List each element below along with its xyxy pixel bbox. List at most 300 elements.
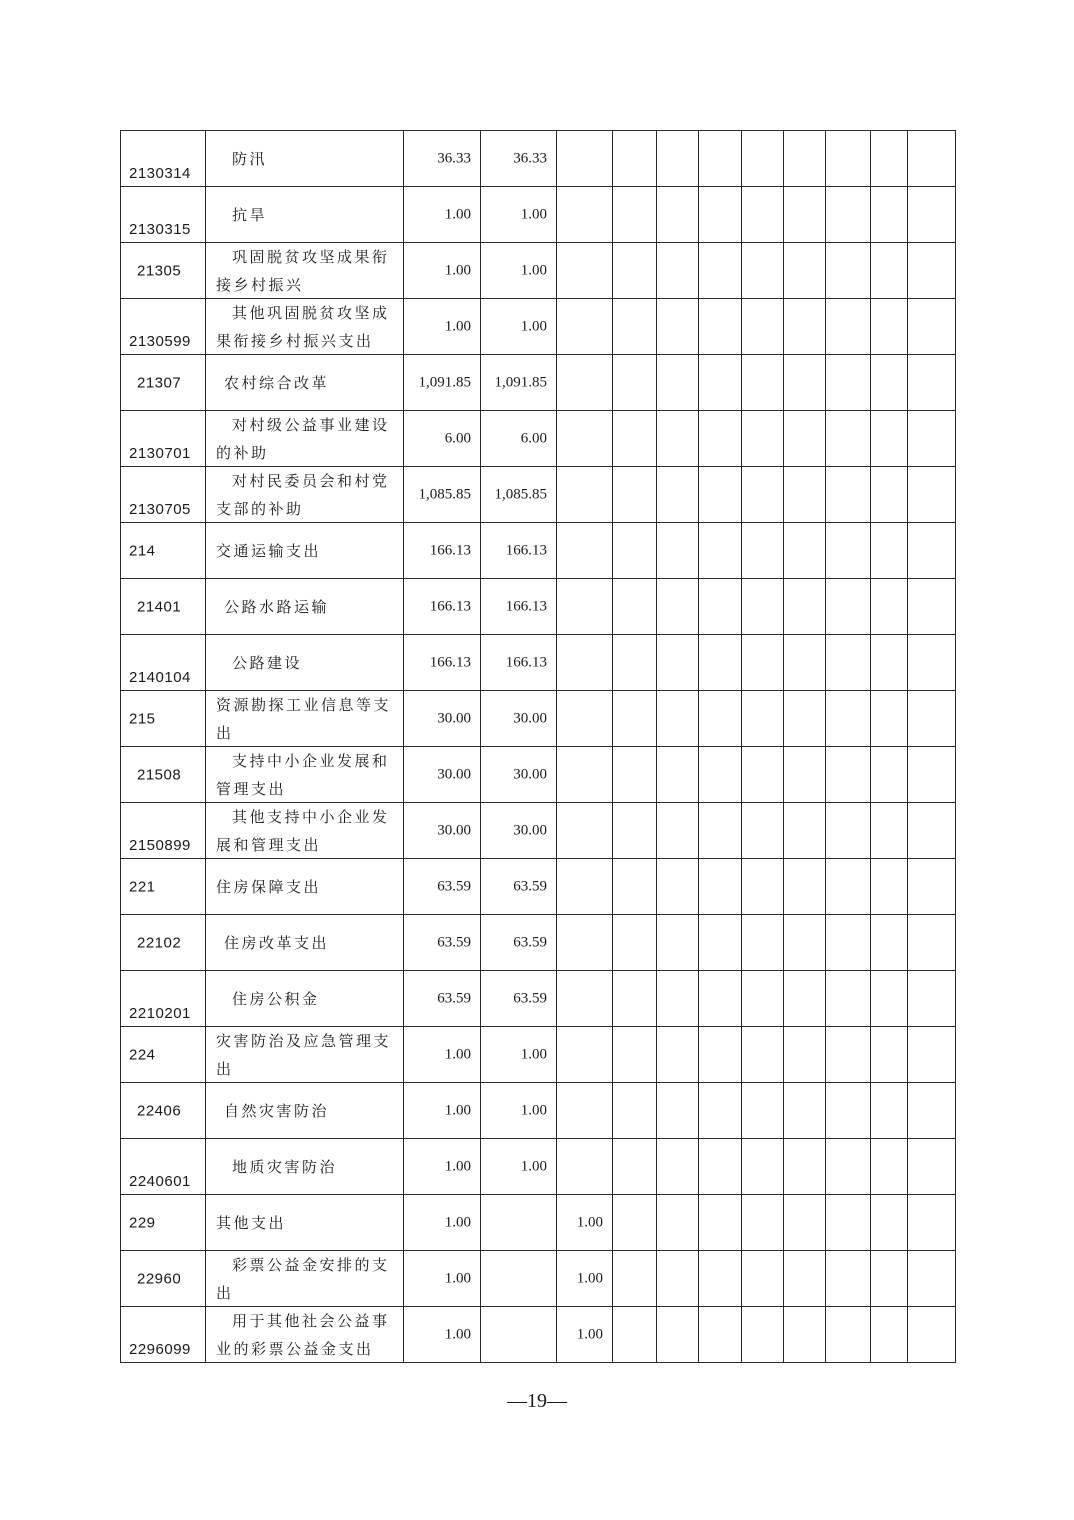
empty-cell — [657, 1195, 699, 1251]
subject-code-cell — [121, 691, 206, 747]
total-amount-cell — [404, 579, 481, 635]
subject-code: 215 — [129, 710, 156, 727]
empty-cell — [699, 1195, 742, 1251]
empty-cell — [699, 243, 742, 299]
empty-cell — [613, 635, 657, 691]
basic-amount: 63.59 — [513, 990, 547, 1006]
total-amount-cell — [404, 299, 481, 355]
empty-cell — [784, 859, 826, 915]
subject-code-cell — [121, 1307, 206, 1363]
subject-name: 抗旱 — [232, 205, 268, 224]
empty-cell — [742, 187, 784, 243]
basic-amount: 1.00 — [520, 206, 547, 222]
subject-code: 2130315 — [129, 221, 191, 238]
empty-cell — [699, 1307, 742, 1363]
subject-code: 21305 — [137, 262, 182, 279]
subject-name-cell — [206, 1139, 404, 1195]
basic-amount-cell — [481, 635, 557, 691]
empty-cell — [908, 747, 956, 803]
table-row — [121, 1027, 956, 1083]
subject-code-cell — [121, 747, 206, 803]
total-amount-cell — [404, 187, 481, 243]
empty-cell — [613, 411, 657, 467]
subject-name: 农村综合改革 — [224, 373, 330, 392]
subject-code-cell — [121, 1139, 206, 1195]
empty-cell — [657, 635, 699, 691]
subject-code-cell — [121, 243, 206, 299]
empty-cell — [784, 243, 826, 299]
basic-amount-cell — [481, 1195, 557, 1251]
project-amount: 1.00 — [576, 1326, 603, 1342]
subject-code-cell — [121, 1251, 206, 1307]
empty-cell — [657, 355, 699, 411]
empty-cell — [871, 1251, 908, 1307]
empty-cell — [784, 1195, 826, 1251]
subject-name: 防汛 — [232, 149, 268, 168]
subject-code-cell — [121, 187, 206, 243]
project-amount-cell — [557, 1027, 613, 1083]
subject-name: 住房公积金 — [232, 989, 320, 1008]
subject-name-cell — [206, 1195, 404, 1251]
table-row — [121, 859, 956, 915]
total-amount: 1.00 — [444, 1046, 471, 1062]
project-amount-cell — [557, 803, 613, 859]
table-row — [121, 691, 956, 747]
empty-cell — [908, 915, 956, 971]
table-row — [121, 131, 956, 187]
empty-cell — [871, 131, 908, 187]
subject-name-cell — [206, 523, 404, 579]
empty-cell — [826, 467, 871, 523]
subject-code: 2130705 — [129, 501, 191, 518]
project-amount-cell — [557, 243, 613, 299]
empty-cell — [871, 187, 908, 243]
empty-cell — [871, 803, 908, 859]
total-amount-cell — [404, 467, 481, 523]
subject-name: 公路水路运输 — [224, 597, 330, 616]
empty-cell — [657, 1307, 699, 1363]
subject-name: 资源勘探工业信息等支出 — [216, 695, 392, 742]
basic-amount-cell — [481, 971, 557, 1027]
table-row — [121, 579, 956, 635]
subject-name-cell — [206, 579, 404, 635]
total-amount: 1.00 — [444, 1214, 471, 1230]
basic-amount-cell — [481, 1139, 557, 1195]
basic-amount: 1.00 — [520, 318, 547, 334]
project-amount-cell — [557, 131, 613, 187]
empty-cell — [657, 467, 699, 523]
basic-amount-cell — [481, 355, 557, 411]
empty-cell — [784, 915, 826, 971]
empty-cell — [826, 187, 871, 243]
empty-cell — [742, 1195, 784, 1251]
subject-code: 21508 — [137, 766, 182, 783]
project-amount-cell — [557, 1195, 613, 1251]
empty-cell — [871, 299, 908, 355]
total-amount-cell — [404, 635, 481, 691]
project-amount-cell — [557, 971, 613, 1027]
subject-name-cell — [206, 803, 404, 859]
empty-cell — [613, 1139, 657, 1195]
project-amount-cell — [557, 467, 613, 523]
total-amount: 63.59 — [437, 878, 471, 894]
table-row — [121, 523, 956, 579]
empty-cell — [613, 579, 657, 635]
basic-amount-cell — [481, 523, 557, 579]
empty-cell — [871, 635, 908, 691]
project-amount: 1.00 — [576, 1270, 603, 1286]
table-row — [121, 635, 956, 691]
empty-cell — [871, 915, 908, 971]
basic-amount: 1.00 — [520, 1158, 547, 1174]
subject-code: 2150899 — [129, 837, 191, 854]
subject-name-cell — [206, 747, 404, 803]
basic-amount: 6.00 — [520, 430, 547, 446]
empty-cell — [784, 299, 826, 355]
empty-cell — [657, 859, 699, 915]
subject-name-cell — [206, 915, 404, 971]
subject-code: 221 — [129, 878, 156, 895]
empty-cell — [699, 747, 742, 803]
basic-amount-cell — [481, 691, 557, 747]
empty-cell — [657, 971, 699, 1027]
empty-cell — [699, 523, 742, 579]
empty-cell — [613, 803, 657, 859]
empty-cell — [784, 747, 826, 803]
basic-amount-cell — [481, 187, 557, 243]
subject-code: 2210201 — [129, 1005, 191, 1022]
basic-amount: 1,085.85 — [494, 486, 547, 502]
empty-cell — [908, 523, 956, 579]
table-row — [121, 971, 956, 1027]
empty-cell — [657, 1139, 699, 1195]
empty-cell — [908, 691, 956, 747]
empty-cell — [871, 1195, 908, 1251]
empty-cell — [826, 1027, 871, 1083]
subject-code: 22960 — [137, 1270, 182, 1287]
subject-code-cell — [121, 915, 206, 971]
empty-cell — [871, 691, 908, 747]
empty-cell — [742, 747, 784, 803]
table-row — [121, 747, 956, 803]
subject-name: 对村级公益事业建设的补助 — [216, 415, 390, 462]
project-amount-cell — [557, 859, 613, 915]
basic-amount-cell — [481, 411, 557, 467]
total-amount: 36.33 — [437, 150, 471, 166]
project-amount-cell — [557, 523, 613, 579]
table-row — [121, 1139, 956, 1195]
subject-code: 22102 — [137, 934, 182, 951]
subject-code-cell — [121, 1083, 206, 1139]
subject-name-cell — [206, 691, 404, 747]
empty-cell — [699, 411, 742, 467]
subject-code-cell — [121, 1027, 206, 1083]
empty-cell — [908, 299, 956, 355]
empty-cell — [784, 411, 826, 467]
total-amount: 166.13 — [429, 654, 471, 670]
project-amount-cell — [557, 1251, 613, 1307]
empty-cell — [613, 971, 657, 1027]
subject-code: 21401 — [137, 598, 182, 615]
total-amount: 1.00 — [444, 1270, 471, 1286]
basic-amount: 166.13 — [505, 598, 547, 614]
empty-cell — [613, 915, 657, 971]
empty-cell — [908, 1251, 956, 1307]
subject-name-cell — [206, 1027, 404, 1083]
basic-amount-cell — [481, 803, 557, 859]
empty-cell — [613, 747, 657, 803]
total-amount-cell — [404, 691, 481, 747]
empty-cell — [784, 579, 826, 635]
empty-cell — [908, 635, 956, 691]
empty-cell — [699, 467, 742, 523]
basic-amount: 166.13 — [505, 654, 547, 670]
empty-cell — [826, 411, 871, 467]
empty-cell — [613, 523, 657, 579]
empty-cell — [657, 747, 699, 803]
empty-cell — [784, 1027, 826, 1083]
empty-cell — [826, 243, 871, 299]
empty-cell — [784, 1251, 826, 1307]
total-amount: 1.00 — [444, 262, 471, 278]
table-row — [121, 1195, 956, 1251]
total-amount-cell — [404, 243, 481, 299]
subject-code-cell — [121, 131, 206, 187]
project-amount-cell — [557, 187, 613, 243]
empty-cell — [613, 243, 657, 299]
empty-cell — [908, 1195, 956, 1251]
empty-cell — [657, 1027, 699, 1083]
table-row — [121, 243, 956, 299]
project-amount-cell — [557, 1139, 613, 1195]
subject-name-cell — [206, 411, 404, 467]
total-amount: 30.00 — [437, 710, 471, 726]
table-row — [121, 187, 956, 243]
table-row — [121, 411, 956, 467]
empty-cell — [826, 971, 871, 1027]
empty-cell — [908, 1139, 956, 1195]
empty-cell — [826, 747, 871, 803]
basic-amount-cell — [481, 131, 557, 187]
empty-cell — [908, 187, 956, 243]
empty-cell — [908, 579, 956, 635]
empty-cell — [871, 411, 908, 467]
subject-name-cell — [206, 635, 404, 691]
total-amount: 1.00 — [444, 1326, 471, 1342]
empty-cell — [871, 747, 908, 803]
subject-code-cell — [121, 635, 206, 691]
empty-cell — [657, 131, 699, 187]
total-amount: 63.59 — [437, 934, 471, 950]
empty-cell — [871, 579, 908, 635]
subject-code-cell — [121, 859, 206, 915]
subject-code-cell — [121, 299, 206, 355]
empty-cell — [657, 803, 699, 859]
empty-cell — [657, 1083, 699, 1139]
empty-cell — [613, 355, 657, 411]
budget-table — [120, 130, 956, 1363]
basic-amount: 1.00 — [520, 1046, 547, 1062]
empty-cell — [871, 467, 908, 523]
total-amount-cell — [404, 355, 481, 411]
empty-cell — [657, 243, 699, 299]
total-amount: 1.00 — [444, 206, 471, 222]
subject-code: 22406 — [137, 1102, 182, 1119]
empty-cell — [613, 859, 657, 915]
empty-cell — [742, 1027, 784, 1083]
empty-cell — [742, 1139, 784, 1195]
subject-code-cell — [121, 1195, 206, 1251]
empty-cell — [784, 355, 826, 411]
total-amount-cell — [404, 411, 481, 467]
total-amount: 166.13 — [429, 598, 471, 614]
total-amount: 1.00 — [444, 1102, 471, 1118]
empty-cell — [699, 915, 742, 971]
empty-cell — [742, 243, 784, 299]
subject-name: 用于其他社会公益事业的彩票公益金支出 — [216, 1311, 390, 1358]
empty-cell — [742, 1307, 784, 1363]
basic-amount-cell — [481, 467, 557, 523]
empty-cell — [784, 1139, 826, 1195]
empty-cell — [613, 131, 657, 187]
empty-cell — [613, 1027, 657, 1083]
empty-cell — [699, 187, 742, 243]
empty-cell — [908, 971, 956, 1027]
subject-code-cell — [121, 803, 206, 859]
subject-code-cell — [121, 411, 206, 467]
subject-name: 自然灾害防治 — [224, 1101, 330, 1120]
empty-cell — [699, 803, 742, 859]
empty-cell — [657, 915, 699, 971]
empty-cell — [657, 523, 699, 579]
subject-name: 对村民委员会和村党支部的补助 — [216, 471, 390, 518]
subject-name-cell — [206, 299, 404, 355]
subject-code-cell — [121, 523, 206, 579]
empty-cell — [613, 1251, 657, 1307]
empty-cell — [742, 299, 784, 355]
empty-cell — [699, 691, 742, 747]
empty-cell — [908, 1083, 956, 1139]
empty-cell — [613, 467, 657, 523]
subject-code: 2130701 — [129, 445, 191, 462]
table-row — [121, 1083, 956, 1139]
total-amount: 63.59 — [437, 990, 471, 1006]
total-amount-cell — [404, 1195, 481, 1251]
basic-amount-cell — [481, 859, 557, 915]
subject-code: 2130599 — [129, 333, 191, 350]
empty-cell — [613, 1307, 657, 1363]
empty-cell — [908, 803, 956, 859]
empty-cell — [826, 523, 871, 579]
empty-cell — [784, 971, 826, 1027]
total-amount: 1.00 — [444, 1158, 471, 1174]
empty-cell — [784, 635, 826, 691]
empty-cell — [613, 187, 657, 243]
empty-cell — [908, 411, 956, 467]
empty-cell — [613, 1195, 657, 1251]
subject-name: 住房改革支出 — [224, 933, 330, 952]
table-row — [121, 299, 956, 355]
empty-cell — [699, 1139, 742, 1195]
empty-cell — [699, 131, 742, 187]
basic-amount-cell — [481, 1083, 557, 1139]
empty-cell — [908, 243, 956, 299]
table-row — [121, 1251, 956, 1307]
empty-cell — [871, 1139, 908, 1195]
empty-cell — [826, 803, 871, 859]
project-amount-cell — [557, 635, 613, 691]
empty-cell — [826, 355, 871, 411]
basic-amount: 1,091.85 — [494, 374, 547, 390]
empty-cell — [908, 355, 956, 411]
subject-name-cell — [206, 859, 404, 915]
subject-code: 2240601 — [129, 1173, 191, 1190]
empty-cell — [742, 467, 784, 523]
empty-cell — [784, 803, 826, 859]
empty-cell — [699, 859, 742, 915]
project-amount-cell — [557, 355, 613, 411]
project-amount-cell — [557, 1083, 613, 1139]
empty-cell — [613, 299, 657, 355]
table-row — [121, 1307, 956, 1363]
empty-cell — [657, 1251, 699, 1307]
subject-name: 支持中小企业发展和管理支出 — [216, 751, 390, 798]
subject-name: 住房保障支出 — [216, 877, 322, 896]
empty-cell — [742, 803, 784, 859]
empty-cell — [657, 187, 699, 243]
empty-cell — [742, 859, 784, 915]
subject-code: 2130314 — [129, 165, 191, 182]
basic-amount: 30.00 — [513, 710, 547, 726]
project-amount: 1.00 — [576, 1214, 603, 1230]
empty-cell — [826, 579, 871, 635]
table-row — [121, 915, 956, 971]
empty-cell — [784, 1083, 826, 1139]
empty-cell — [699, 299, 742, 355]
subject-code: 2296099 — [129, 1341, 191, 1358]
subject-code-cell — [121, 467, 206, 523]
empty-cell — [699, 1251, 742, 1307]
subject-name: 其他巩固脱贫攻坚成果衔接乡村振兴支出 — [216, 303, 390, 350]
subject-code: 21307 — [137, 374, 182, 391]
total-amount-cell — [404, 915, 481, 971]
total-amount-cell — [404, 1251, 481, 1307]
empty-cell — [826, 1195, 871, 1251]
basic-amount-cell — [481, 747, 557, 803]
project-amount-cell — [557, 299, 613, 355]
basic-amount-cell — [481, 299, 557, 355]
subject-name-cell — [206, 355, 404, 411]
empty-cell — [742, 635, 784, 691]
empty-cell — [613, 1083, 657, 1139]
empty-cell — [908, 467, 956, 523]
project-amount-cell — [557, 411, 613, 467]
total-amount-cell — [404, 1083, 481, 1139]
total-amount-cell — [404, 1027, 481, 1083]
total-amount-cell — [404, 803, 481, 859]
basic-amount-cell — [481, 915, 557, 971]
subject-name: 其他支持中小企业发展和管理支出 — [216, 807, 390, 854]
empty-cell — [784, 523, 826, 579]
empty-cell — [871, 355, 908, 411]
subject-name-cell — [206, 187, 404, 243]
empty-cell — [613, 691, 657, 747]
subject-code: 214 — [129, 542, 156, 559]
empty-cell — [908, 131, 956, 187]
basic-amount: 63.59 — [513, 934, 547, 950]
basic-amount-cell — [481, 1251, 557, 1307]
subject-code: 229 — [129, 1214, 156, 1231]
